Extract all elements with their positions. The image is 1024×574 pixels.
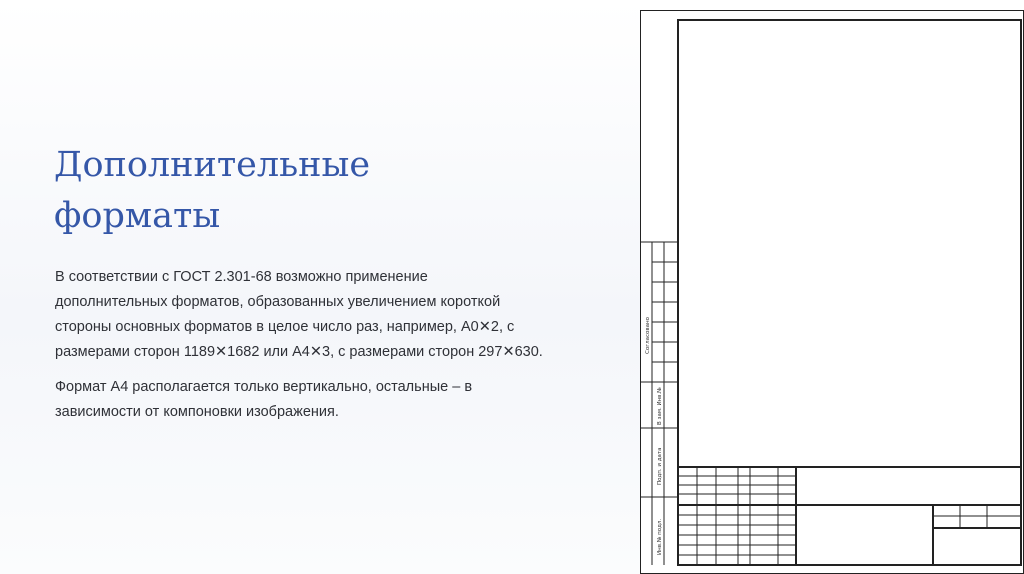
title-line-1: Дополнительные <box>54 145 371 185</box>
paragraph-line: В соответствии с ГОСТ 2.301-68 возможно применение <box>55 269 428 285</box>
sheet-outer-border <box>641 11 1024 574</box>
slide-title <box>54 140 574 242</box>
paragraph-orientation <box>55 375 615 425</box>
side-label-original-number: Инв.№ подл. <box>657 518 663 555</box>
drawing-sheet-image <box>640 0 1024 574</box>
side-label-replacement: В зам. Инв.№ <box>657 387 663 425</box>
side-label-signature-date: Подп. и дата <box>657 447 663 485</box>
paragraph-line: зависимости от компоновки изображения. <box>55 404 339 420</box>
drawing-frame-svg <box>640 0 1024 574</box>
paragraph-line: размерами сторон 1189✕1682 или А4✕3, с размерами сторон 297✕630. <box>55 344 543 360</box>
side-label-agreed: Согласовано <box>645 317 651 354</box>
drawing-frame <box>678 20 1021 565</box>
paragraph-line: Формат А4 располагается только вертикально, остальные – в <box>55 379 473 395</box>
paragraph-formats <box>55 265 615 365</box>
title-block-grid <box>678 467 1021 565</box>
title-line-2: форматы <box>54 196 221 236</box>
paragraph-line: дополнительных форматов, образованных увеличением короткой <box>55 294 501 310</box>
paragraph-line: стороны основных форматов в целое число раз, например, А0✕2, с <box>55 319 515 335</box>
slide-body <box>55 265 615 435</box>
